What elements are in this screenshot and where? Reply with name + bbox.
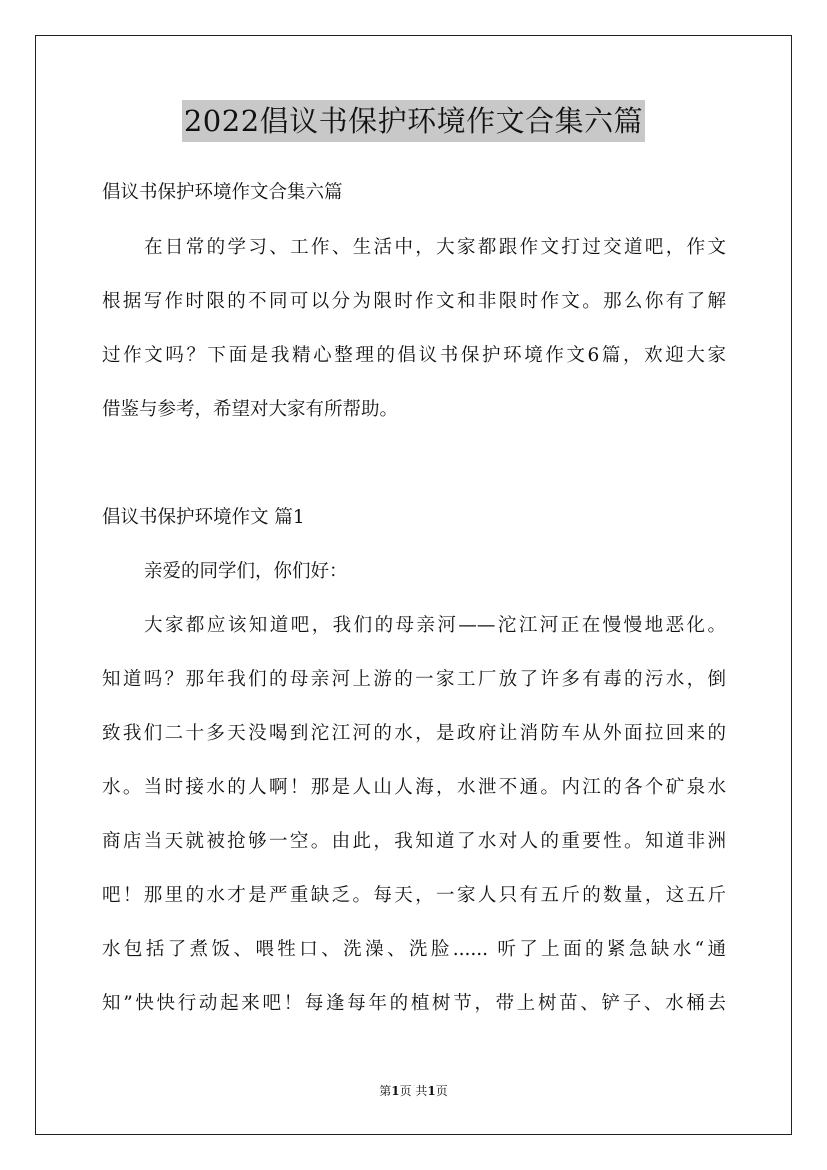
section-heading: 倡议书保护环境作文 篇1 <box>102 507 305 528</box>
page-prefix: 第 <box>379 1084 392 1098</box>
intro-line-2: 根据写作时限的不同可以分为限时作文和非限时作文。那么你有了解 <box>102 291 726 312</box>
body-line-3: 致我们二十多天没喝到沱江河的水，是政府让消防车从外面拉回来的 <box>102 723 726 744</box>
body-line-5: 商店当天就被抢够一空。由此，我知道了水对人的重要性。知道非洲 <box>102 831 726 852</box>
greeting: 亲爱的同学们，你们好： <box>144 561 348 582</box>
intro-line-1: 在日常的学习、工作、生活中，大家都跟作文打过交道吧，作文 <box>144 237 726 258</box>
intro-line-3: 过作文吗？下面是我精心整理的倡议书保护环境作文6篇，欢迎大家 <box>102 345 726 366</box>
body-line-1: 大家都应该知道吧，我们的母亲河——沱江河正在慢慢地恶化。 <box>144 615 726 636</box>
intro-line-4: 借鉴与参考，希望对大家有所帮助。 <box>102 399 399 420</box>
page-mid: 页 共 <box>399 1084 428 1098</box>
body-line-6: 吧！那里的水才是严重缺乏。每天，一家人只有五斤的数量，这五斤 <box>102 885 726 906</box>
body-line-2: 知道吗？那年我们的母亲河上游的一家工厂放了许多有毒的污水，倒 <box>102 669 726 690</box>
body-line-4: 水。当时接水的人啊！那是人山人海，水泄不通。内江的各个矿泉水 <box>102 777 726 798</box>
page-number: 1 <box>391 1084 400 1098</box>
document-subtitle: 倡议书保护环境作文合集六篇 <box>102 182 343 203</box>
page-footer <box>0 1082 827 1100</box>
document-title: 2022倡议书保护环境作文合集六篇 <box>182 100 645 142</box>
body-line-7: 水包括了煮饭、喂牲口、洗澡、洗脸...... 听了上面的紧急缺水“通 <box>102 939 726 960</box>
page-suffix: 页 <box>435 1084 448 1098</box>
title-block <box>0 100 827 142</box>
body-line-8: 知”快快行动起来吧！每逢每年的植树节，带上树苗、铲子、水桶去 <box>102 993 726 1014</box>
page-total: 1 <box>427 1084 436 1098</box>
